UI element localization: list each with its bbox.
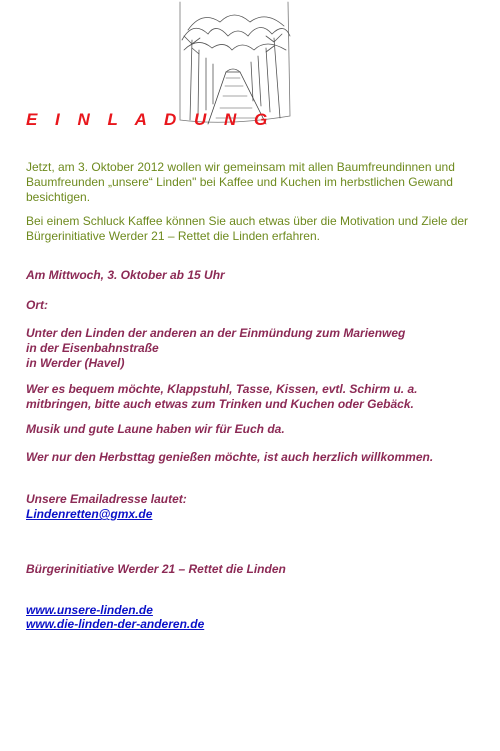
event-date: Am Mittwoch, 3. Oktober ab 15 Uhr xyxy=(26,268,225,282)
bring-along-note xyxy=(26,382,486,412)
music-note: Musik und gute Laune haben wir für Euch da. xyxy=(26,422,285,436)
website-link-die-linden-der-anderen[interactable]: www.die-linden-der-anderen.de xyxy=(26,617,205,631)
location-label: Ort: xyxy=(26,298,48,312)
motivation-paragraph: Bei einem Schluck Kaffee können Sie auch etwas über die Motivation und Ziele der Bürgerinitiative Werder 21 – Rettet die Linden erfahren. xyxy=(26,214,469,243)
initiative-name: Bürgerinitiative Werder 21 – Rettet die Linden xyxy=(26,562,286,576)
address-line: in der Eisenbahnstraße xyxy=(26,341,159,355)
address-line: in Werder (Havel) xyxy=(26,356,125,370)
page-title: E I N L A D U N G xyxy=(26,110,274,129)
location-address xyxy=(26,326,486,371)
email-label: Unsere Emailadresse lautet: xyxy=(26,492,187,506)
website-link-unsere-linden[interactable]: www.unsere-linden.de xyxy=(26,603,153,617)
linden-avenue-sketch xyxy=(168,0,298,128)
welcome-note: Wer nur den Herbsttag genießen möchte, ist auch herzlich willkommen. xyxy=(26,450,434,464)
bring-line: mitbringen, bitte auch etwas zum Trinken und Kuchen oder Gebäck. xyxy=(26,397,414,411)
bring-line: Wer es bequem möchte, Klappstuhl, Tasse, Kissen, evtl. Schirm u. a. xyxy=(26,382,418,396)
address-line: Unter den Linden der anderen an der Einmündung zum Marienweg xyxy=(26,326,406,340)
email-link[interactable]: Lindenretten@gmx.de xyxy=(26,507,153,521)
intro-paragraph: Jetzt, am 3. Oktober 2012 wollen wir gemeinsam mit allen Baumfreundinnen und Baumfreunden „unsere“ Linden" bei Kaffee und Kuchen im herbstlichen Gewand besichtigen. xyxy=(26,160,455,204)
website-links xyxy=(26,603,486,631)
